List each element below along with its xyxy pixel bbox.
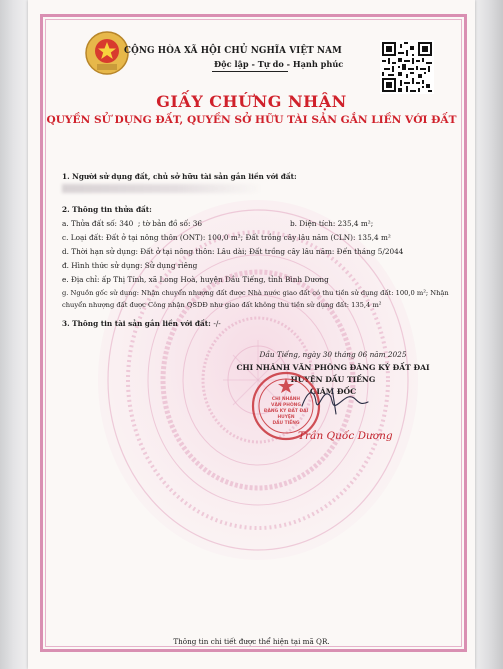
issuing-office-district: HUYỆN DẦU TIẾNG: [290, 375, 376, 384]
national-motto: Độc lập - Tự do - Hạnh phúc: [214, 59, 344, 69]
land-type: c. Loại đất: Đất ở tại nông thôn (ONT): 100,0 m²; Đất trồng cây lâu năm (CLN): 135,4 m²: [62, 233, 391, 242]
issuing-office: CHI NHÁNH VĂN PHÒNG ĐĂNG KÝ ĐẤT ĐAI: [236, 363, 430, 372]
usage-origin-line1: g. Nguồn gốc sử dụng: Nhận chuyển nhượng đất được Nhà nước giao đất có thu tiền sử dụng đất: 100,0 m²; Nhận: [62, 289, 449, 297]
section-1-heading: 1. Người sử dụng đất, chủ sở hữu tài sản gắn liền với đất:: [62, 172, 297, 181]
signature-scribble-icon: [298, 380, 378, 420]
issue-date: Dầu Tiếng, ngày 30 tháng 06 năm 2025: [259, 350, 407, 359]
svg-text:HUYỆN: HUYỆN: [277, 415, 295, 420]
address: e. Địa chỉ: ấp Thị Tính, xã Long Hoà, huyện Dầu Tiếng, tỉnh Bình Dương: [62, 275, 329, 284]
signer-name: Trần Quốc Dương: [298, 430, 393, 442]
certificate-subtitle: QUYỀN SỬ DỤNG ĐẤT, QUYỀN SỞ HỮU TÀI SẢN GẮN LIỀN VỚI ĐẤT: [46, 114, 457, 126]
redacted-owner-name: [62, 184, 262, 193]
qr-code-icon: [382, 42, 432, 92]
parcel-number: a. Thửa đất số: 340 ; tờ bản đồ số: 36: [62, 219, 203, 228]
signer-role: GIÁM ĐỐC: [309, 387, 357, 396]
certificate-paper: [28, 0, 475, 669]
parcel-area: b. Diện tích: 235,4 m²;: [290, 219, 374, 228]
motto-underline: [212, 71, 288, 72]
svg-text:DẦU TIẾNG: DẦU TIẾNG: [272, 421, 300, 426]
usage-term: d. Thời hạn sử dụng: Đất ở tại nông thôn: Lâu dài; Đất trồng cây lâu năm: Đến tháng 5/2044: [62, 247, 404, 256]
svg-text:VĂN PHÒNG: VĂN PHÒNG: [271, 403, 301, 408]
svg-text:ĐĂNG KÝ ĐẤT ĐAI: ĐĂNG KÝ ĐẤT ĐAI: [263, 409, 309, 414]
certificate-title: GIẤY CHỨNG NHẬN: [156, 92, 347, 111]
qr-info-note: Thông tin chi tiết được thể hiện tại mã QR.: [173, 637, 330, 646]
svg-text:CHI NHÁNH: CHI NHÁNH: [271, 397, 301, 402]
section-3-heading: 3. Thông tin tài sản gắn liền với đất: -/-: [62, 319, 221, 328]
usage-form: đ. Hình thức sử dụng: Sử dụng riêng: [62, 261, 198, 270]
national-name: CỘNG HÒA XÃ HỘI CHỦ NGHĨA VIỆT NAM: [124, 46, 342, 56]
usage-origin-line2: chuyển nhượng đất được Công nhận QSDĐ như giao đất không thu tiền sử dụng đất: 135,4 m²: [62, 301, 382, 309]
section-2-heading: 2. Thông tin thửa đất:: [62, 205, 152, 214]
qr-code[interactable]: [380, 40, 434, 94]
